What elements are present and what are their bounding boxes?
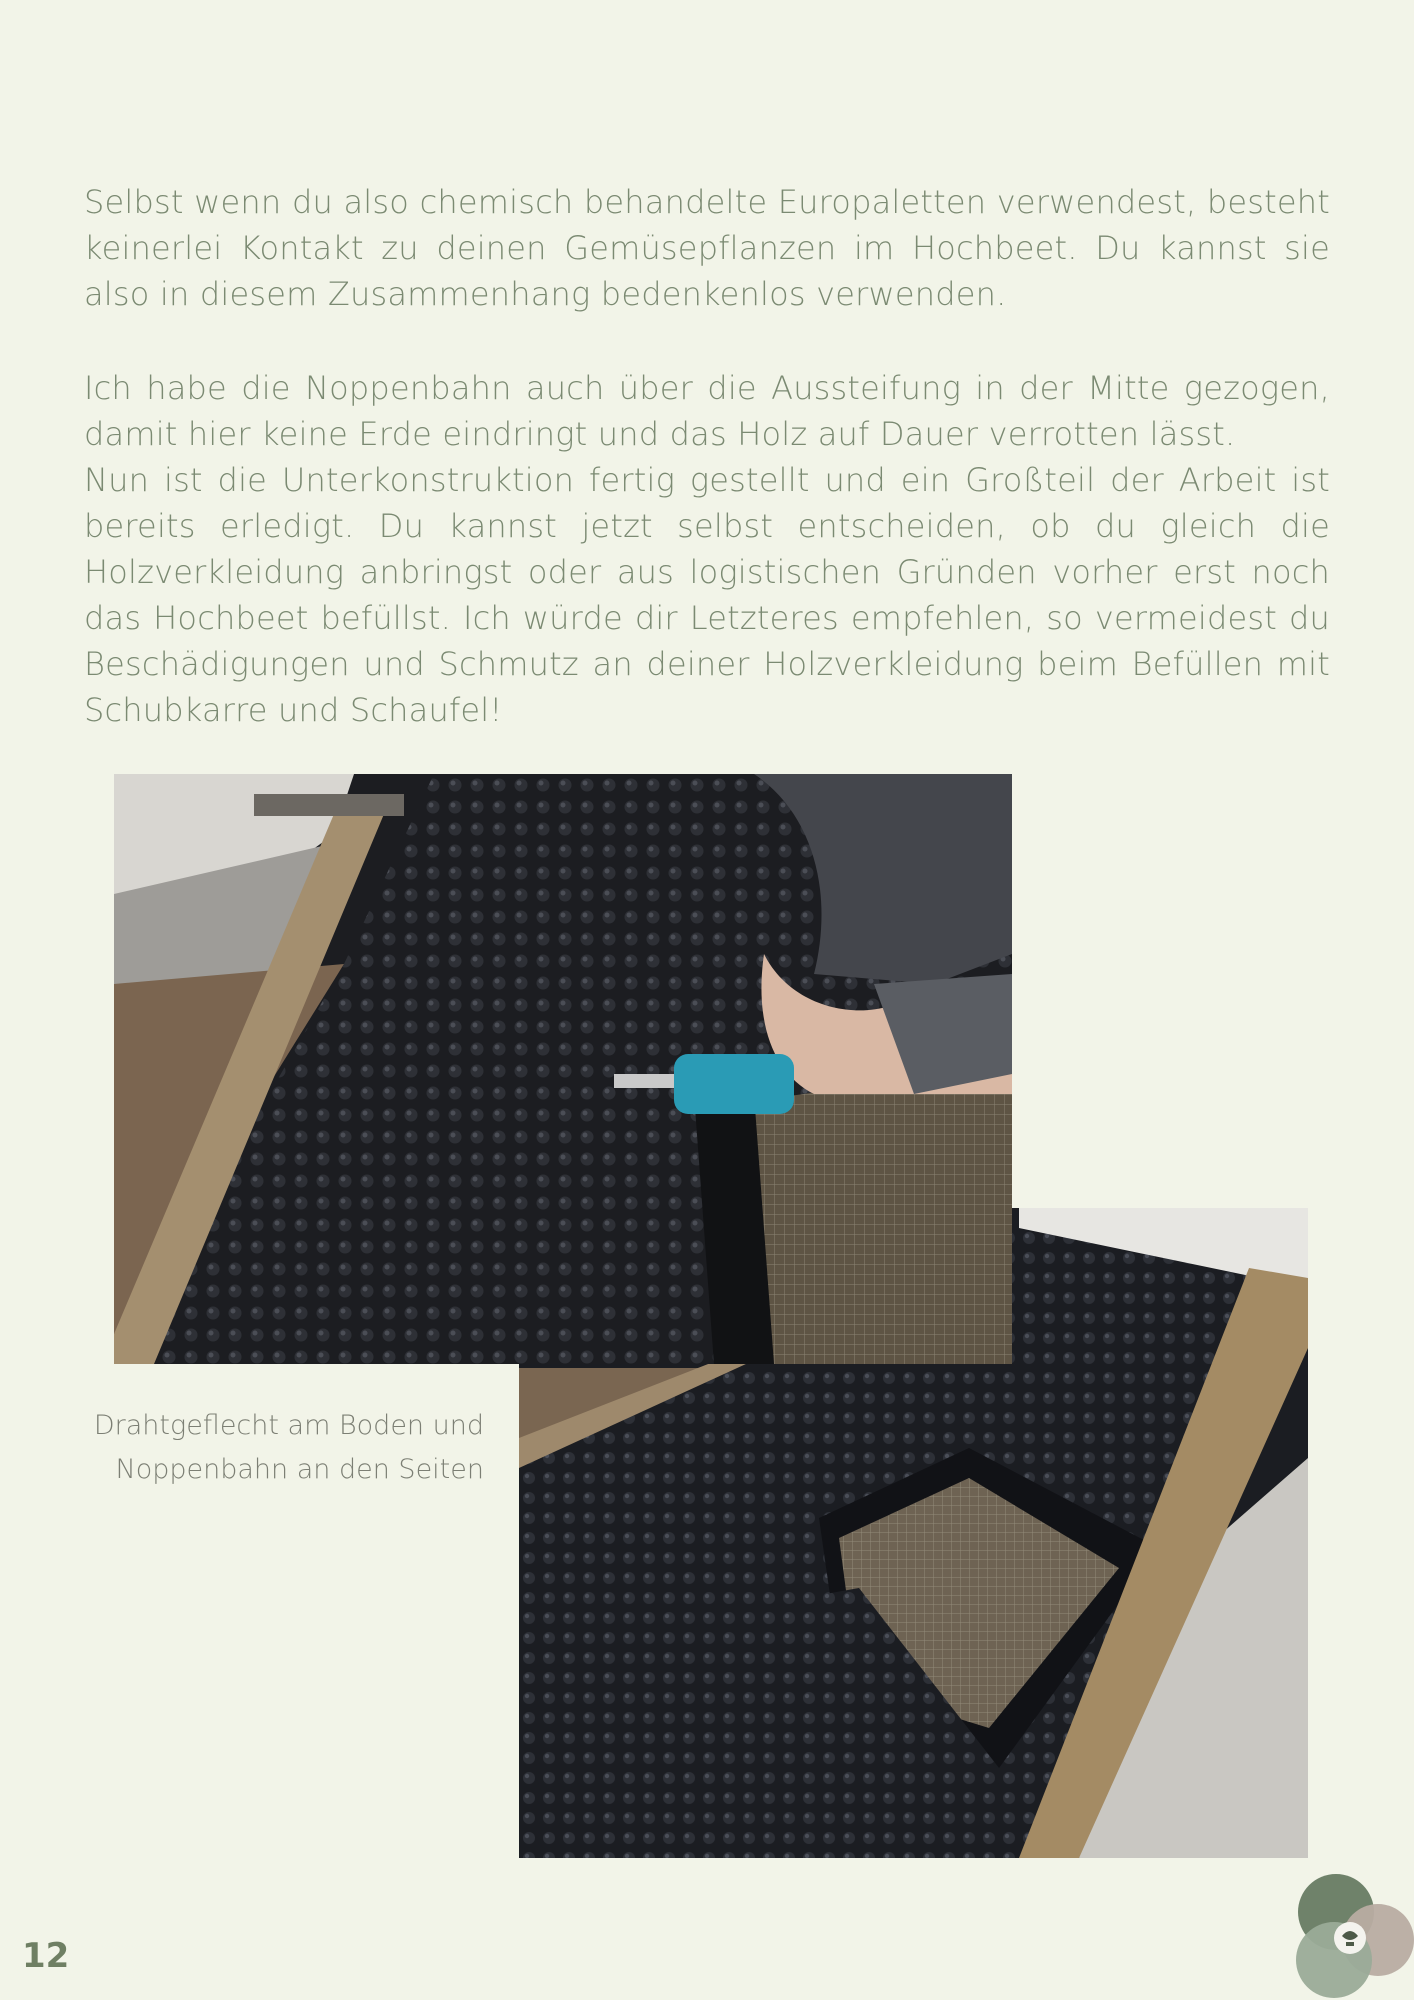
brand-logo <box>1286 1870 1414 2000</box>
body-paragraph-2-line-1: Ich habe die Noppenbahn auch über die Aussteifung in der Mitte gezogen, damit hier keine Erde eindringt und das Holz auf Dauer verrotten lässt. <box>84 369 1330 453</box>
caption-line-1: Drahtgeflecht am Boden und <box>93 1410 484 1441</box>
photo-drilling-dimple-membrane <box>114 774 1012 1364</box>
photo-caption <box>84 1404 484 1492</box>
caption-line-2: Noppenbahn an den Seiten <box>115 1454 484 1485</box>
body-paragraph-1: Selbst wenn du also chemisch behandelte Europaletten verwendest, besteht keinerlei Kontakt zu deinen Gemüsepflanzen im Hochbeet. Du kannst sie also in diesem Zusammenhang bedenkenlos verwenden. <box>84 183 1330 313</box>
body-paragraph-2-line-2: Nun ist die Unterkonstruktion fertig gestellt und ein Großteil der Arbeit ist bereits erledigt. Du kannst jetzt selbst entscheiden, ob du gleich die Holzverkleidung anbringst oder aus logistischen Gründen vorher erst noch das Hochbeet befüllst. Ich würde dir Letzteres empfehlen, so vermeidest du Beschädigungen und Schmutz an deiner Holzverkleidung beim Befüllen mit Schubkarre und Schaufel! <box>84 461 1330 729</box>
body-paragraph-2 <box>84 365 1330 733</box>
page-number: 12 <box>22 1936 70 1976</box>
